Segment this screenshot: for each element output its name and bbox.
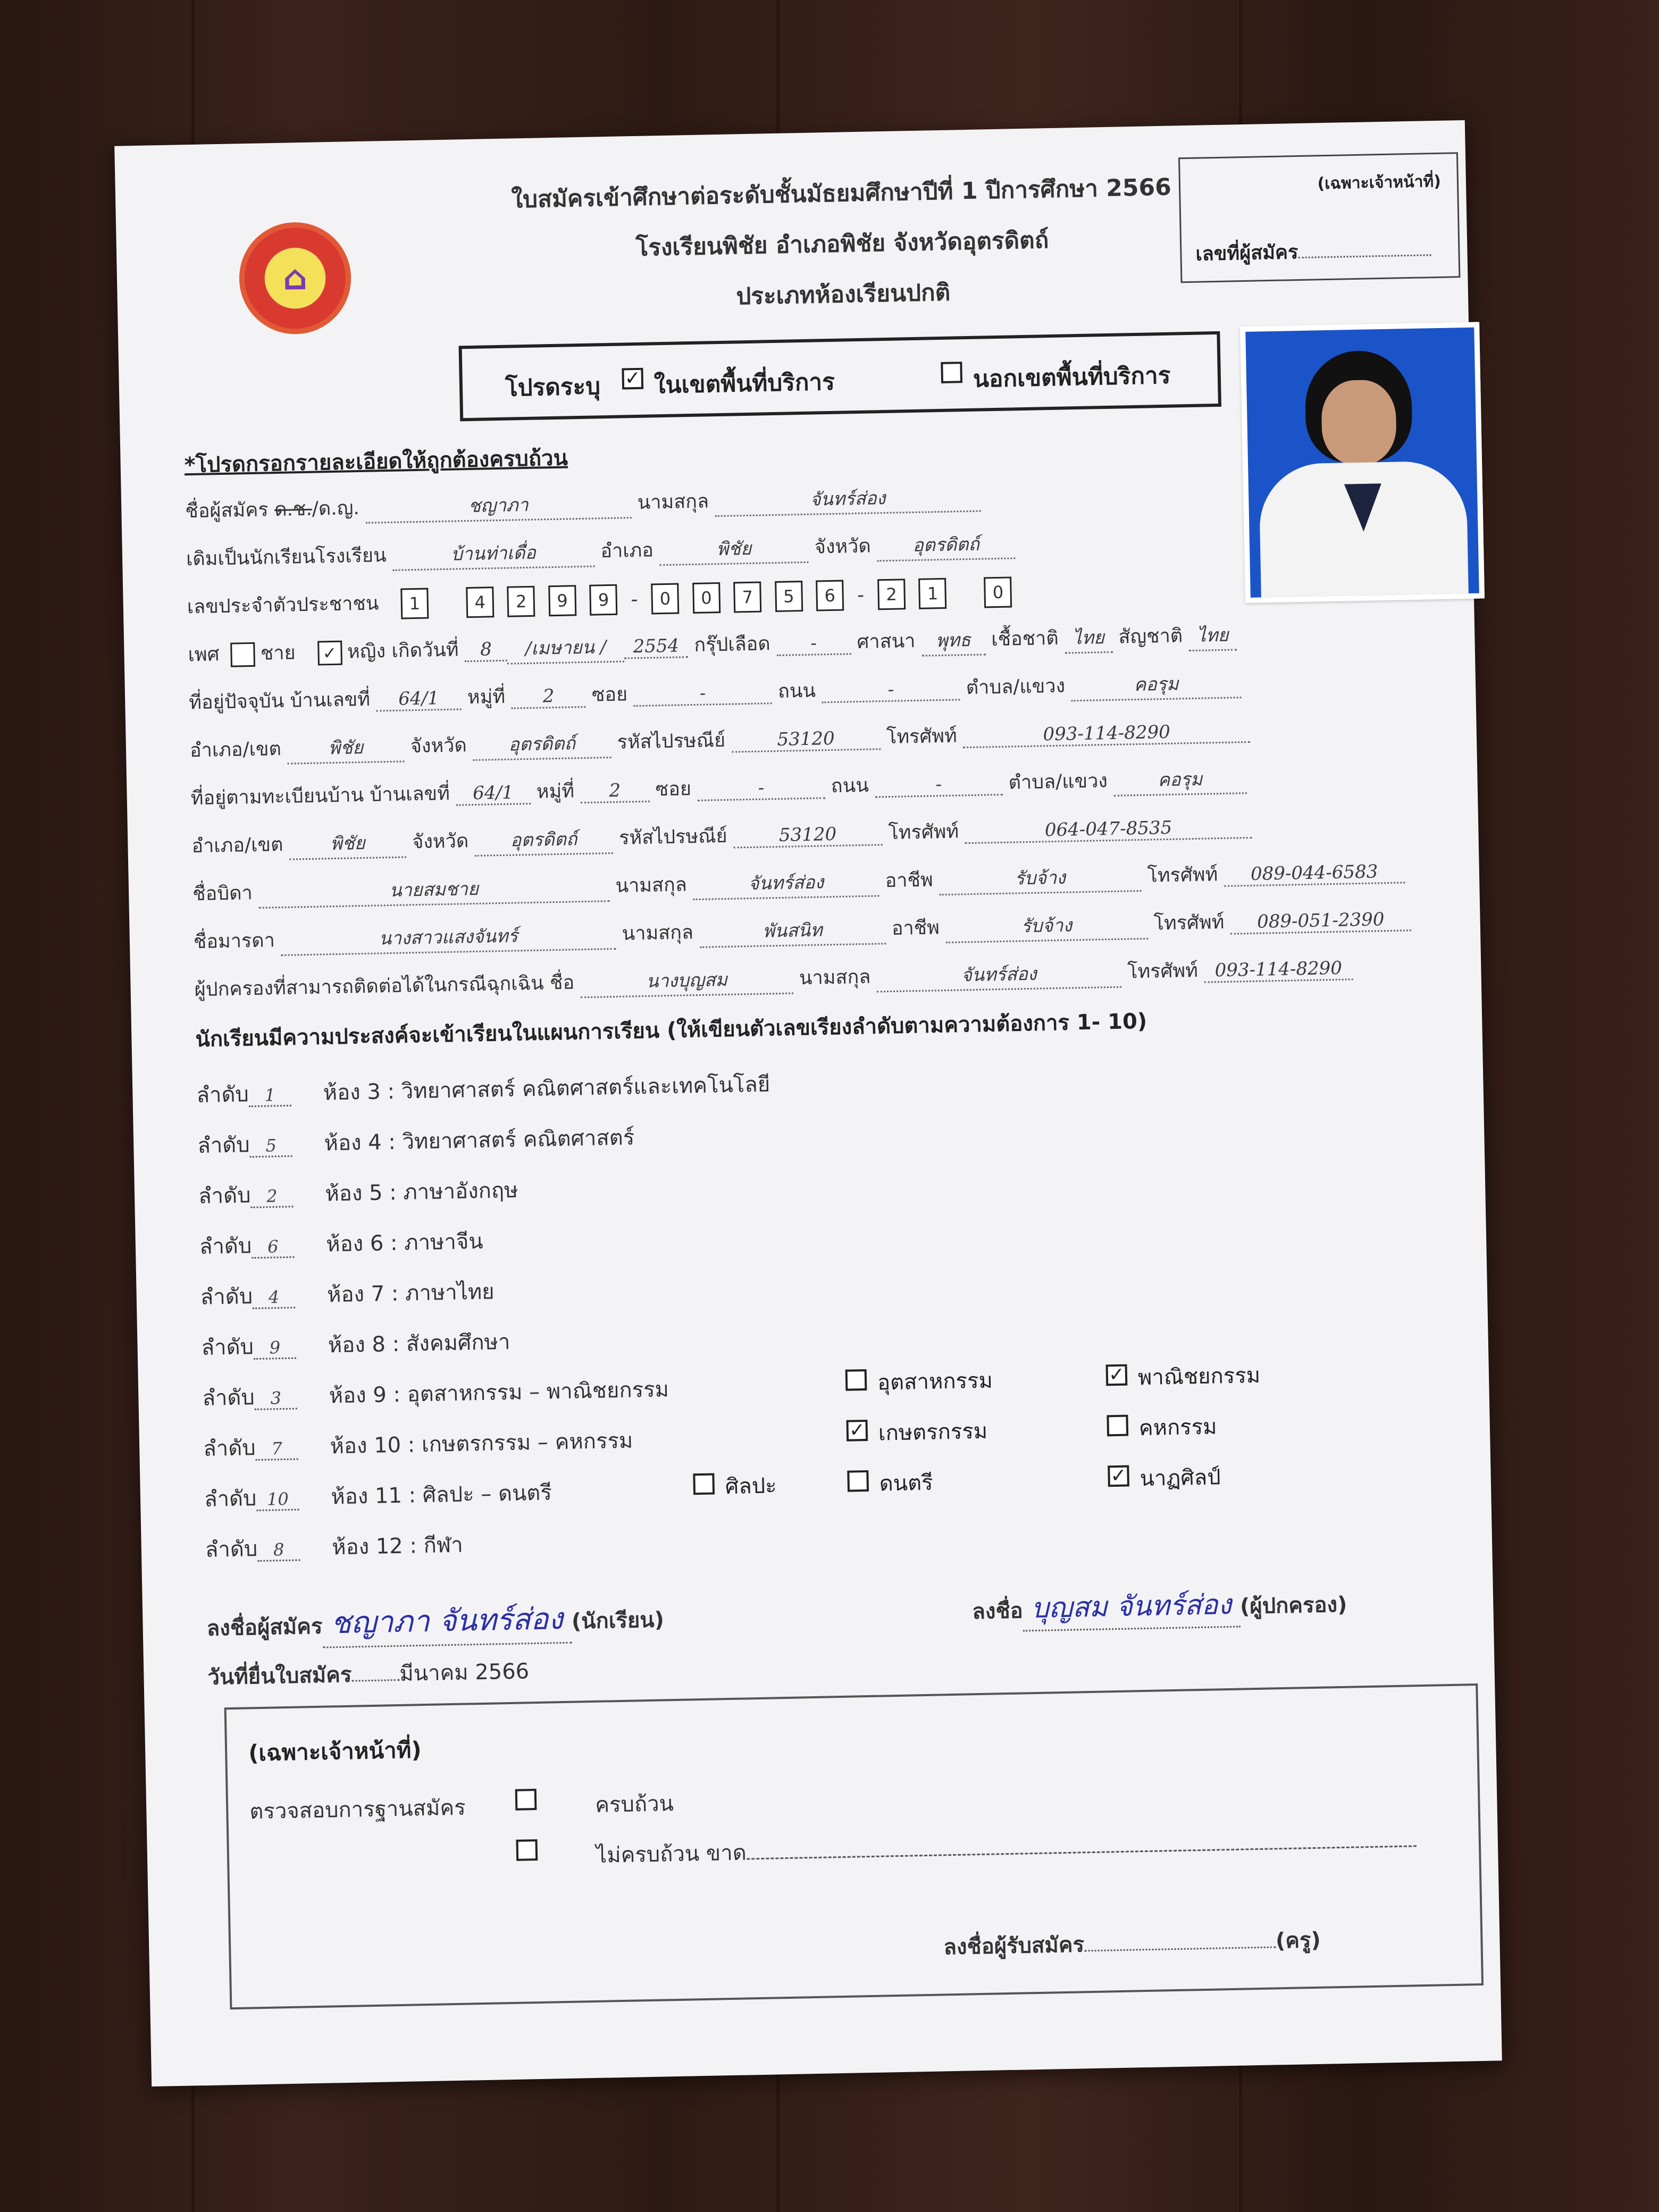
district-label: อำเภอ [600, 539, 654, 563]
applicant-photo [1240, 322, 1485, 604]
dance-checkbox[interactable]: ✓ [1108, 1465, 1129, 1487]
rank-label: ลำดับ [197, 1133, 250, 1159]
current-address-row-2 [189, 715, 1250, 766]
prev-school-row [186, 527, 1016, 575]
program-name: ห้อง 9 : อุตสาหกรรม – พาณิชยกรรม [329, 1377, 669, 1409]
date-value: มีนาคม 2566 [399, 1659, 530, 1686]
mother-phone-field[interactable]: 089-051-2390 [1230, 908, 1411, 935]
mother-label: ชื่อมารดา [193, 929, 275, 953]
current-road-field[interactable]: - [822, 677, 960, 703]
class-type: ประเภทห้องเรียนปกติ [735, 279, 951, 311]
phone-label: โทรศัพท์ [1147, 864, 1218, 887]
sex-label: เพศ [188, 643, 220, 666]
religion-field[interactable]: พุทธ [921, 625, 985, 656]
rank-field[interactable]: 8 [257, 1539, 300, 1562]
id-digit[interactable]: 5 [775, 581, 803, 612]
rank-label: ลำดับ [201, 1335, 254, 1360]
father-row [192, 855, 1405, 910]
id-row: เลขประจำตัวประชาชน 1 4 2 9 9 - 0 0 7 5 6 - 2 1 0 [187, 575, 1019, 623]
id-digit[interactable]: 6 [816, 580, 844, 611]
name-label: ชื่อผู้สมัคร [185, 499, 269, 523]
guardian-role: (ผู้ปกครอง) [1239, 1592, 1347, 1619]
program-name: ห้อง 5 : ภาษาอังกฤษ [325, 1178, 518, 1206]
out-area-checkbox[interactable] [941, 362, 962, 383]
current-address-label: ที่อยู่ปัจจุบัน บ้านเลขที่ [188, 688, 371, 714]
current-district-field[interactable]: พิชัย [287, 732, 405, 764]
program-row [203, 1423, 633, 1465]
rank-field[interactable]: 7 [255, 1438, 298, 1461]
id-digit[interactable]: 9 [548, 585, 576, 616]
guardian-name-field[interactable]: นางบุญสม [580, 964, 793, 999]
id-digit[interactable]: 0 [651, 583, 679, 614]
program-name: ห้อง 7 : ภาษาไทย [326, 1279, 495, 1308]
id-digit[interactable]: 1 [400, 588, 429, 619]
religion-label: ศาสนา [857, 630, 916, 653]
agriculture-checkbox[interactable]: ✓ [846, 1420, 868, 1442]
current-address-row [189, 667, 1242, 718]
province-label: จังหวัด [814, 535, 872, 558]
id-digit[interactable]: 1 [919, 578, 947, 609]
school-logo [238, 221, 352, 335]
mother-job-field[interactable]: รับจ้าง [945, 909, 1148, 943]
postal-label: รหัสไปรษณีย์ [618, 825, 728, 849]
registered-phone-field[interactable]: 064-047-8535 [965, 816, 1252, 844]
applicant-signature-row [206, 1593, 665, 1650]
moo-label: หมู่ที่ [467, 685, 506, 709]
dance-label: นาฏศิลป์ [1139, 1465, 1221, 1492]
program-name: ห้อง 10 : เกษตรกรรม – คหกรรม [330, 1428, 633, 1459]
father-name-field[interactable]: นายสมชาย [258, 872, 610, 909]
surname-label: นามสกุล [622, 921, 694, 945]
rank-label: ลำดับ [198, 1183, 251, 1209]
guardian-surname-field[interactable]: จันทร์ส่อง [876, 958, 1121, 993]
registered-house-field[interactable]: 64/1 [456, 782, 531, 806]
province-label: จังหวัด [410, 734, 467, 758]
soi-label: ซอย [591, 683, 628, 706]
rank-field[interactable]: 3 [254, 1388, 297, 1411]
registered-address-row [190, 763, 1247, 814]
region-select-box [459, 331, 1221, 421]
district-label: อำเภอ/เขต [189, 738, 282, 762]
applicant-no-label: เลขที่ผู้สมัคร [1195, 234, 1431, 269]
job-label: อาชีพ [891, 917, 940, 940]
complete-label: ครบถ้วน [594, 1791, 674, 1817]
subdistrict-label: ตำบล/แขวง [1008, 770, 1108, 794]
art-label: ศิลปะ [725, 1473, 777, 1499]
rank-label: ลำดับ [200, 1284, 253, 1310]
soi-label: ซอย [655, 778, 692, 801]
birth-day-field[interactable]: 8 [465, 639, 508, 663]
in-area-checkbox[interactable]: ✓ [622, 368, 643, 390]
guardian-label: ผู้ปกครองที่สามารถติดต่อได้ในกรณีฉุกเฉิน ชื่อ [194, 971, 575, 1001]
instruction-text: *โปรดกรอกรายละเอียดให้ถูกต้องครบถ้วน [184, 446, 568, 478]
surname-label: นามสกุล [615, 874, 688, 897]
blood-field[interactable]: - [776, 632, 851, 656]
region-label: โปรดระบุ [505, 373, 601, 402]
program-name: ห้อง 11 : ศิลปะ – ดนตรี [330, 1480, 552, 1510]
phone-label: โทรศัพท์ [888, 820, 959, 844]
registered-road-field[interactable]: - [875, 773, 1003, 798]
home-econ-label: คหกรรม [1138, 1414, 1217, 1441]
phone-label: โทรศัพท์ [1127, 959, 1199, 983]
rank-label: ลำดับ [203, 1436, 256, 1461]
rank-label: ลำดับ [205, 1537, 258, 1562]
registered-moo-field[interactable]: 2 [580, 780, 650, 803]
program-name: ห้อง 12 : กีฬา [331, 1532, 464, 1560]
phone-label: โทรศัพท์ [1153, 911, 1225, 935]
birth-label: เกิดวันที่ [391, 639, 459, 662]
industry-checkbox[interactable] [845, 1369, 867, 1391]
rank-label: ลำดับ [199, 1234, 252, 1260]
job-label: อาชีพ [885, 869, 934, 892]
subdistrict-label: ตำบล/แขวง [966, 675, 1066, 699]
program-row [199, 1224, 483, 1263]
current-postal-field[interactable]: 53120 [731, 727, 881, 752]
prefix-male: ด.ช. [274, 498, 313, 521]
father-label: ชื่อบิดา [192, 882, 253, 906]
mother-surname-field[interactable]: พันสนิท [699, 914, 886, 948]
application-form [114, 120, 1502, 2087]
guardian-phone-field[interactable]: 093-114-8290 [1204, 957, 1353, 983]
school-emblem-icon: ⌂ [282, 258, 308, 298]
program-row [201, 1325, 510, 1364]
agriculture-label: เกษตรกรรม [878, 1419, 988, 1446]
postal-label: รหัสไปรษณีย์ [617, 729, 726, 753]
registered-address-row-2 [191, 810, 1252, 862]
program-row [204, 1475, 552, 1516]
road-label: ถนน [777, 680, 816, 702]
prev-school-field[interactable]: บ้านท่าเดื่อ [392, 537, 595, 571]
rank-field[interactable]: 6 [252, 1236, 295, 1259]
father-job-field[interactable]: รับจ้าง [939, 861, 1142, 895]
father-surname-field[interactable]: จันทร์ส่อง [693, 866, 879, 900]
music-label: ดนตรี [879, 1470, 933, 1496]
surname-label: นามสกุล [637, 490, 709, 514]
form-title: ใบสมัครเข้าศึกษาต่อระดับชั้นมัธยมศึกษาปีที่ 1 ปีการศึกษา 2566 [511, 173, 1172, 214]
id-digit[interactable]: 2 [877, 579, 906, 610]
submission-date-row [207, 1654, 530, 1694]
road-label: ถนน [831, 774, 869, 798]
incomplete-checkbox[interactable] [516, 1839, 538, 1861]
nationality-field[interactable]: ไทย [1188, 620, 1237, 651]
province-field[interactable]: อุตรดิตถ์ [877, 529, 1016, 562]
program-name: ห้อง 4 : วิทยาศาสตร์ คณิตศาสตร์ [324, 1125, 635, 1156]
rank-field[interactable]: 10 [256, 1489, 299, 1512]
id-digit[interactable]: 4 [466, 586, 494, 618]
rank-label: ลำดับ [196, 1082, 249, 1108]
id-digit[interactable]: 0 [692, 582, 720, 614]
guardian-signature-row [972, 1580, 1348, 1633]
program-row [205, 1528, 463, 1566]
programs-heading: นักเรียนมีความประสงค์จะเข้าเรียนในแผนการเรียน (ให้เขียนตัวเลขเรียงลำดับตามความต้องการ 1- 10) [195, 1009, 1147, 1052]
surname-field[interactable]: จันทร์ส่อง [715, 482, 981, 517]
mother-name-field[interactable]: นางสาวแสงจันทร์ [281, 919, 616, 956]
out-area-label: นอกเขตพื้นที่บริการ [973, 362, 1171, 393]
surname-label: นามสกุล [799, 966, 871, 990]
check-label: ตรวจสอบการฐานสมัคร [249, 1795, 466, 1824]
office-verification-box [224, 1683, 1484, 2009]
registered-district-field[interactable]: พิชัย [289, 827, 406, 860]
province-label: จังหวัด [412, 830, 469, 853]
home-econ-checkbox[interactable] [1107, 1415, 1128, 1437]
id-digit[interactable]: 0 [984, 576, 1012, 608]
office-use-box [1178, 152, 1460, 283]
registered-province-field[interactable]: อุตรดิตถ์ [474, 824, 613, 857]
date-label: วันที่ยื่นใบสมัคร [207, 1662, 352, 1690]
district-label: อำเภอ/เขต [191, 833, 283, 858]
female-checkbox[interactable]: ✓ [317, 641, 342, 666]
guardian-row [194, 952, 1353, 1006]
program-row [200, 1274, 495, 1314]
current-phone-field[interactable]: 093-114-8290 [963, 720, 1251, 748]
applicant-signature[interactable]: ชญาภา จันทร์ส่อง [322, 1595, 572, 1648]
current-province-field[interactable]: อุตรดิตถ์ [473, 728, 611, 761]
applicant-sign-label: ลงชื่อผู้สมัคร [206, 1614, 323, 1641]
first-name-field[interactable]: ชญาภา [365, 488, 632, 524]
mother-row [193, 903, 1411, 958]
id-label: เลขประจำตัวประชาชน [187, 592, 379, 618]
office-use-title: (เฉพาะเจ้าหน้าที่) [1317, 172, 1442, 194]
music-checkbox[interactable] [847, 1470, 869, 1492]
rank-field[interactable]: 5 [249, 1135, 292, 1158]
program-row [202, 1372, 669, 1415]
id-digit[interactable]: 9 [590, 584, 618, 616]
rank-label: ลำดับ [204, 1486, 257, 1512]
current-moo-field[interactable]: 2 [511, 685, 586, 709]
registered-soi-field[interactable]: - [697, 776, 825, 801]
male-checkbox[interactable] [231, 642, 256, 667]
rank-field[interactable]: 1 [249, 1085, 292, 1108]
receiver-sign-row: ลงชื่อผู้รับสมัคร (ครู) [943, 1928, 1321, 1960]
race-label: เชื้อชาติ [991, 627, 1059, 651]
office-section-title: (เฉพาะเจ้าหน้าที่) [248, 1737, 422, 1766]
guardian-signature[interactable]: บุญสม จันทร์ส่อง [1023, 1582, 1241, 1632]
current-subdistrict-field[interactable]: คอรุม [1071, 668, 1242, 701]
current-house-field[interactable]: 64/1 [376, 687, 462, 711]
complete-checkbox[interactable] [515, 1789, 537, 1811]
guardian-sign-label: ลงชื่อ [971, 1598, 1024, 1624]
school-name: โรงเรียนพิชัย อำเภอพิชัย จังหวัดอุตรดิตถ์ [635, 227, 1049, 262]
race-field[interactable]: ไทย [1065, 623, 1113, 654]
phone-label: โทรศัพท์ [886, 725, 958, 749]
program-name: ห้อง 6 : ภาษาจีน [325, 1229, 484, 1257]
program-name: ห้อง 8 : สังคมศึกษา [328, 1329, 510, 1358]
commerce-checkbox[interactable]: ✓ [1106, 1364, 1128, 1386]
id-digit[interactable]: 2 [507, 586, 535, 617]
in-area-label: ในเขตพื้นที่บริการ [653, 368, 835, 399]
birth-month-field[interactable]: /เมษายน / [507, 632, 624, 664]
incomplete-label: ไม่ครบถ้วน ขาด [596, 1822, 1417, 1872]
registered-subdistrict-field[interactable]: คอรุม [1113, 764, 1247, 797]
applicant-role: (นักเรียน) [571, 1607, 665, 1634]
district-field[interactable]: พิชัย [659, 533, 809, 566]
program-name: ห้อง 3 : วิทยาศาสตร์ คณิตศาสตร์และเทคโนโลยี [323, 1072, 770, 1105]
id-digit[interactable]: 7 [733, 582, 761, 613]
blood-label: กรุ๊ปเลือด [693, 633, 771, 656]
female-label: หญิง [347, 640, 386, 663]
current-soi-field[interactable]: - [633, 681, 772, 707]
registered-postal-field[interactable]: 53120 [733, 823, 883, 848]
male-label: ชาย [260, 642, 296, 665]
rank-field[interactable]: 4 [253, 1287, 296, 1310]
birth-year-field[interactable]: 2554 [624, 635, 689, 659]
rank-field[interactable]: 9 [254, 1337, 297, 1360]
program-row [197, 1120, 635, 1162]
industry-label: อุตสาหกรรม [877, 1368, 993, 1395]
personal-info-row [188, 619, 1237, 671]
prev-school-label: เดิมเป็นนักเรียนโรงเรียน [186, 544, 387, 571]
program-row [196, 1067, 770, 1112]
program-row [198, 1173, 518, 1213]
father-phone-field[interactable]: 089-044-6583 [1224, 860, 1405, 887]
art-checkbox[interactable] [693, 1473, 715, 1495]
commerce-label: พาณิชยกรรม [1137, 1363, 1261, 1390]
registered-address-label: ที่อยู่ตามทะเบียนบ้าน บ้านเลขที่ [190, 782, 450, 810]
rank-label: ลำดับ [202, 1385, 255, 1411]
rank-field[interactable]: 2 [250, 1186, 294, 1209]
nationality-label: สัญชาติ [1118, 625, 1183, 648]
prefix-female: /ด.ญ. [312, 497, 360, 520]
name-row [185, 481, 981, 527]
moo-label: หมู่ที่ [536, 780, 575, 803]
